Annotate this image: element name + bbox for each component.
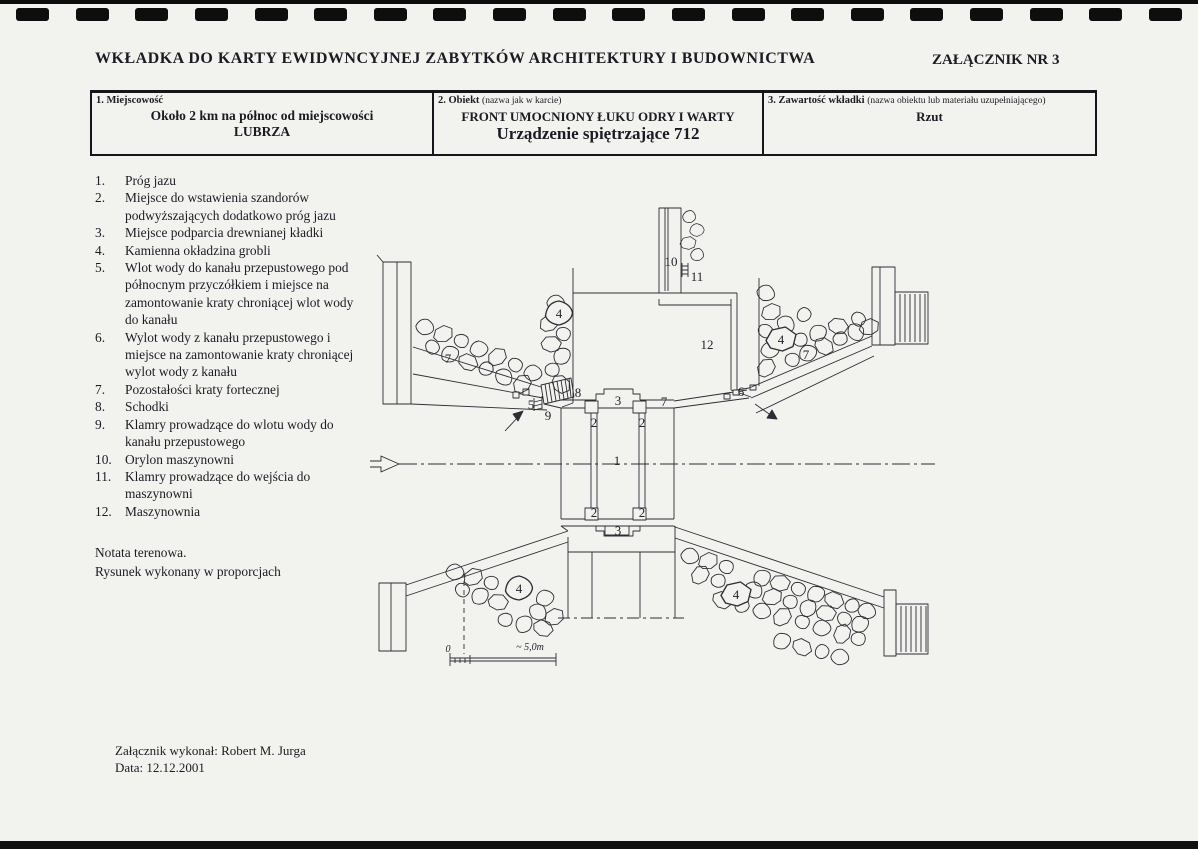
flow-direction-arrow-icon <box>370 456 399 472</box>
legend-item: 10. Orylon maszynowni <box>95 451 234 467</box>
drawing-label-6: 6 <box>737 384 745 399</box>
legend-item: 8. Schodki <box>95 399 169 415</box>
legend-item: 7. Pozostałości kraty fortecznej <box>95 381 280 397</box>
drawing-label-1: 1 <box>613 453 621 468</box>
legend-item: 6. Wylot wody z kanału przepustowego i miejsce na zamontowanie kraty chroniącej wylot wody z kanału <box>95 329 354 380</box>
stone-facing-south-east <box>679 545 879 667</box>
legend-item: 11. Klamry prowadzące do wejścia do maszynowni <box>95 468 311 502</box>
technical-drawing-plan <box>370 190 940 680</box>
author-footer <box>115 742 306 776</box>
place-line1: Około 2 km na północ od miejscowości <box>150 108 374 123</box>
stone-facing-north-east <box>753 282 880 381</box>
legend-list <box>95 172 373 520</box>
annex-number-label: ZAŁĄCZNIK NR 3 <box>932 52 1060 68</box>
cell-object-header: 2. Obiekt <box>438 95 480 106</box>
author-line: Załącznik wykonał: Robert M. Jurga <box>115 743 306 758</box>
table-cell-content <box>762 93 1095 154</box>
drawing-number-labels <box>445 254 810 602</box>
ladder-rungs-icon <box>682 263 688 277</box>
drawing-label-8: 8 <box>574 385 582 400</box>
cell-content-header: 3. Zawartość wkładki <box>768 95 865 106</box>
drawing-label-2: 2 <box>590 505 598 520</box>
drawing-label-2: 2 <box>638 415 646 430</box>
drawing-label-4: 4 <box>777 332 785 347</box>
left-end-wall <box>377 255 411 404</box>
scale-bar <box>446 642 557 666</box>
legend-item: 2. Miejsce do wstawienia szandorów podwyższających dodatkowo próg jazu <box>95 190 336 223</box>
note-line1: Notata terenowa. <box>95 545 187 560</box>
object-line1: FRONT UMOCNIONY ŁUKU ODRY I WARTY <box>461 109 735 124</box>
table-cell-object <box>432 93 762 154</box>
drawing-label-10: 10 <box>664 254 678 269</box>
table-cell-place <box>92 93 432 154</box>
identification-table <box>90 90 1097 156</box>
drawing-label-4: 4 <box>555 306 563 321</box>
cell-object-note: (nazwa jak w karcie) <box>482 96 562 106</box>
note-line2: Rysunek wykonany w proporcjach <box>95 564 281 579</box>
drawing-label-2: 2 <box>590 415 598 430</box>
drawing-label-3: 3 <box>614 523 622 538</box>
field-notes <box>95 543 281 581</box>
scale-zero-label: 0 <box>445 644 451 655</box>
object-line2: Urządzenie spiętrzające 712 <box>496 124 700 143</box>
stone-facing-north-west <box>414 293 574 397</box>
ladder-rungs-icon <box>534 396 542 411</box>
drawing-label-4: 4 <box>515 581 523 596</box>
drawing-label-4: 4 <box>732 587 740 602</box>
place-line2: LUBRZA <box>233 124 291 139</box>
legend-item: 9. Klamry prowadzące do wlotu wody do kanału przepustowego <box>95 416 334 450</box>
outlet-arrow-icon <box>767 410 777 419</box>
flow-centerline <box>370 456 935 472</box>
cell-place-header: 1. Miejscowość <box>96 95 164 106</box>
south-pier <box>558 526 684 618</box>
cell-content-note: (nazwa obiektu lub materiału uzupełniającego) <box>867 96 1046 106</box>
legend-item: 12. Maszynownia <box>95 503 201 519</box>
stone-facing-south-west <box>445 563 566 640</box>
drawing-label-5: 5 <box>527 397 535 412</box>
legend-item: 1. Próg jazu <box>95 173 176 188</box>
scan-top-edge <box>0 0 1198 4</box>
legend-item: 4. Kamienna okładzina grobli <box>95 242 271 258</box>
machine-room <box>562 268 751 407</box>
content-line1: Rzut <box>916 109 943 124</box>
scale-length-label: ~ 5,0m <box>516 642 544 653</box>
drawing-label-7: 7 <box>444 351 452 366</box>
drawing-label-7: 7 <box>660 394 668 409</box>
drawing-label-7: 7 <box>802 347 810 362</box>
inlet-arrow-icon <box>513 411 523 421</box>
drawing-label-3: 3 <box>614 393 622 408</box>
scan-bottom-edge <box>0 841 1198 849</box>
binding-holes <box>0 8 1198 21</box>
drawing-label-12: 12 <box>700 337 714 352</box>
date-line: Data: 12.12.2001 <box>115 760 205 775</box>
legend-item: 3. Miejsce podparcia drewnianej kładki <box>95 225 324 241</box>
drawing-label-11: 11 <box>690 269 704 284</box>
page-title: WKŁADKA DO KARTY EWIDWNCYJNEJ ZABYTKÓW ARCHITEKTURY I BUDOWNICTWA <box>95 50 816 67</box>
north-east-wall <box>674 385 777 419</box>
south-east-wall <box>674 526 928 656</box>
legend-item: 5. Wlot wody do kanału przepustowego pod północnym przyczółkiem i miejsce na zamontowanie kraty chroniącej wlot wody do kanału <box>95 260 354 328</box>
drawing-label-9: 9 <box>544 408 552 423</box>
drawing-label-2: 2 <box>638 505 646 520</box>
